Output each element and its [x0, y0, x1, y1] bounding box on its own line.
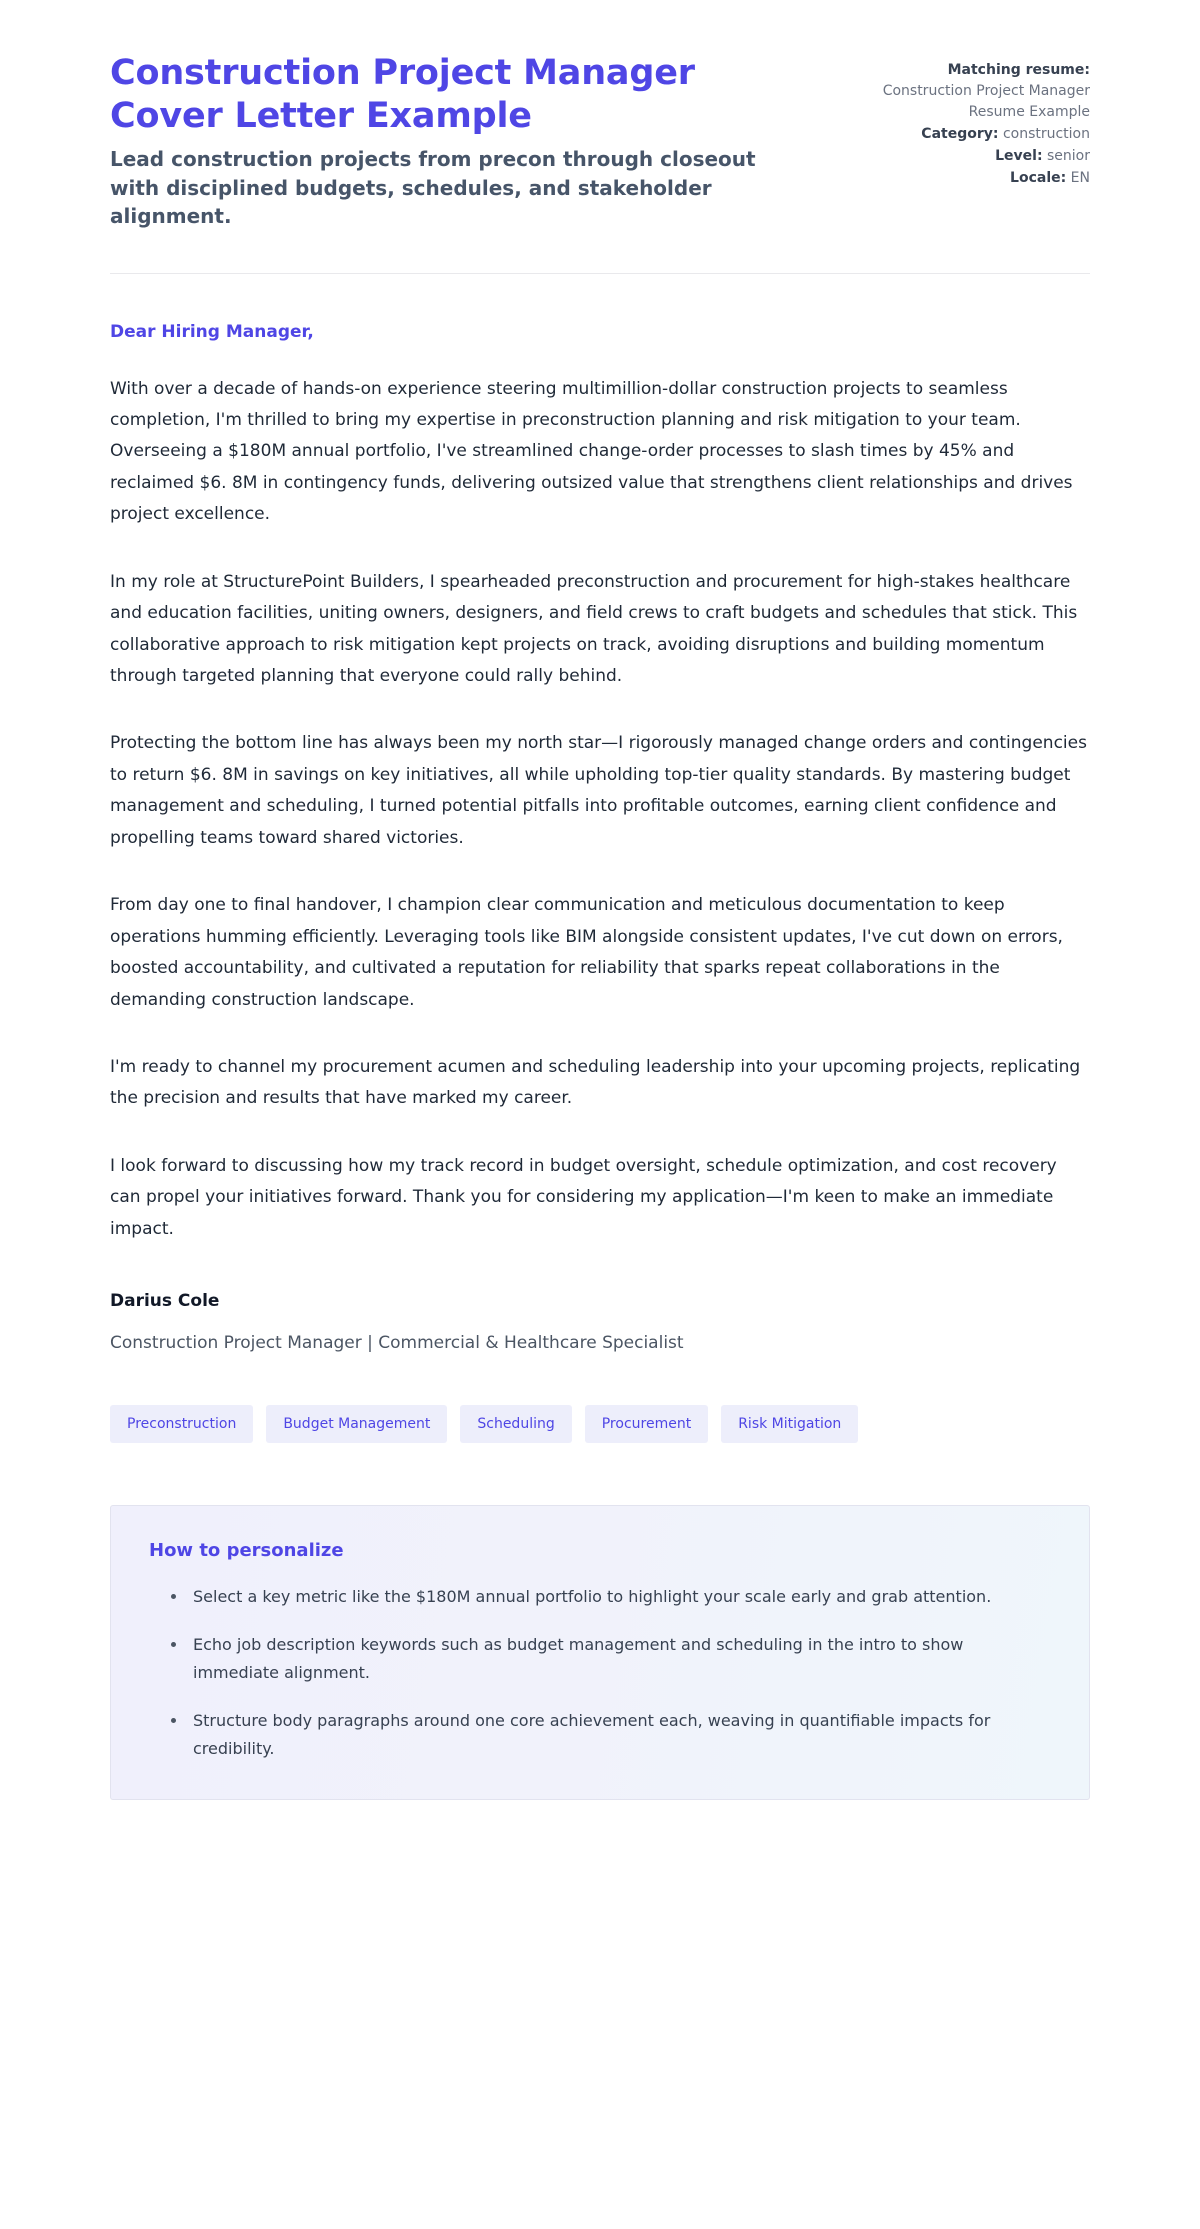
skill-tag[interactable]: Procurement: [585, 1405, 708, 1443]
meta-locale-value: EN: [1070, 170, 1090, 186]
letter-paragraph: I'm ready to channel my procurement acumen and scheduling leadership into your upcoming projects, replicating the precision and results that have marked my career.: [110, 1056, 1081, 1109]
skill-tag[interactable]: Preconstruction: [110, 1405, 253, 1443]
callout-tip-list: [149, 1583, 1051, 1763]
skill-tag[interactable]: Budget Management: [266, 1405, 447, 1443]
skill-tag[interactable]: Scheduling: [460, 1405, 571, 1443]
header-title-block: [110, 52, 800, 231]
personalization-callout: [110, 1505, 1090, 1800]
callout-title: How to personalize: [149, 1540, 344, 1562]
meta-matching-resume: [875, 60, 1090, 123]
meta-matching-resume-label: Matching resume:: [947, 62, 1090, 78]
letter-paragraphs: [110, 374, 1090, 1246]
letter-paragraph: In my role at StructurePoint Builders, I spearheaded preconstruction and procurement for high-stakes healthcare and education facilities, uniting owners, designers, and field crews to craft budgets and schedules that stick. This collaborative approach to risk mitigation kept projects on track, avoiding disruptions and building momentum through targeted planning that everyone could rally behind.: [110, 571, 1078, 687]
meta-level-label: Level:: [995, 148, 1043, 164]
letter-paragraph: From day one to final handover, I champion clear communication and meticulous documentation to keep operations humming efficiently. Leveraging tools like BIM alongside consistent updates, I've cut down on errors, boosted accountability, and cultivated a reputation for reliability that sparks repeat collaborations in the demanding construction landscape.: [110, 895, 1063, 1010]
letter-paragraph: With over a decade of hands-on experience steering multimillion-dollar construction projects to seamless completion, I'm thrilled to bring my expertise in preconstruction planning and risk mitigation to your team. Overseeing a $180M annual portfolio, I've streamlined change-order processes to slash times by 45% and reclaimed $6. 8M in contingency funds, delivering outsized value that strengthens client relationships and drives project excellence.: [110, 378, 1073, 525]
meta-category-label: Category:: [921, 126, 999, 142]
signature-name: Darius Cole: [110, 1291, 220, 1312]
callout-tip-item: Select a key metric like the $180M annual portfolio to highlight your scale early and grab attention.: [171, 1583, 1051, 1611]
letter-body: [110, 274, 1090, 1246]
callout-tip-item: Structure body paragraphs around one core achievement each, weaving in quantifiable impacts for credibility.: [171, 1707, 1051, 1763]
signature-title: Construction Project Manager | Commercial & Healthcare Specialist: [110, 1333, 684, 1354]
meta-category-value: construction: [1002, 126, 1090, 142]
letter-paragraph: I look forward to discussing how my track record in budget oversight, schedule optimization, and cost recovery can propel your initiatives forward. Thank you for considering my application—I'm keen to make an immediate impact.: [110, 1155, 1057, 1239]
skill-tag-list: [110, 1405, 1090, 1443]
page-header: [110, 0, 1090, 231]
meta-locale: [875, 168, 1090, 189]
page-title: Construction Project Manager Cover Letter Example: [110, 53, 695, 136]
page-subtitle: Lead construction projects from precon through closeout with disciplined budgets, schedules, and stakeholder alignment.: [110, 147, 756, 229]
document-metadata: [875, 52, 1090, 190]
signature-block: [110, 1291, 1090, 1353]
meta-category: [875, 124, 1090, 145]
letter-paragraph: Protecting the bottom line has always been my north star—I rigorously managed change orders and contingencies to return $6. 8M in savings on key initiatives, all while upholding top-tier quality standards. By mastering budget management and scheduling, I turned potential pitfalls into profitable outcomes, earning client confidence and propelling teams toward shared victories.: [110, 733, 1087, 848]
meta-matching-resume-value: Construction Project Manager Resume Example: [882, 83, 1090, 120]
callout-tip-item: Echo job description keywords such as budget management and scheduling in the intro to show immediate alignment.: [171, 1631, 1051, 1687]
skill-tag[interactable]: Risk Mitigation: [721, 1405, 858, 1443]
meta-level-value: senior: [1047, 148, 1090, 164]
meta-level: [875, 146, 1090, 167]
meta-locale-label: Locale:: [1010, 170, 1067, 186]
salutation: Dear Hiring Manager,: [110, 321, 314, 342]
